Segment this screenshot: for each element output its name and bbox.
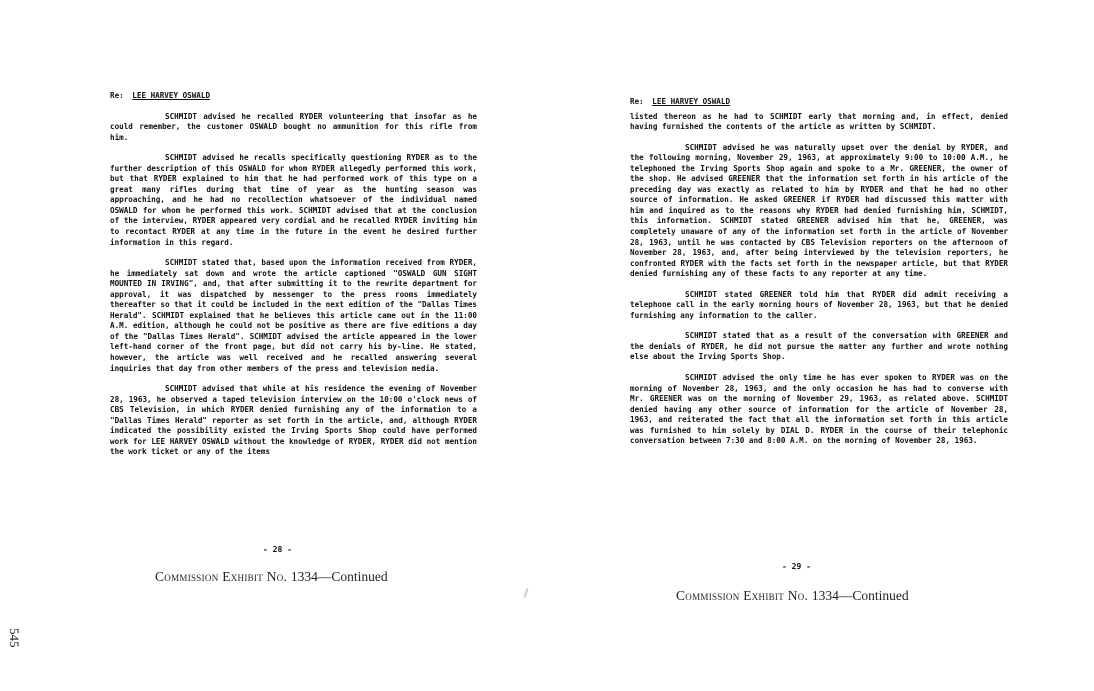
exhibit-prefix: Commission Exhibit No.	[676, 588, 812, 603]
paragraph: SCHMIDT advised the only time he has ever spoken to RYDER was on the morning of November 28, 1963, and the only occasion he has had to converse with Mr. GREENER was on the morning of November 29, 1963, as related above. SCHMIDT denied having any other source of information for the article of November 28, 1963, and reiterated the fact that all the information set forth in this article was furnished to him solely by DIAL D. RYDER in the course of their telephonic conversation between 7:30 and 8:00 A.M. on the morning of November 28, 1963.	[630, 373, 1008, 446]
page-number-left: - 28 -	[263, 545, 292, 554]
re-label: Re:	[630, 97, 644, 106]
left-page	[110, 91, 477, 468]
paragraph: SCHMIDT stated that, based upon the information received from RYDER, he immediately sat down and wrote the article captioned "OSWALD GUN SIGHT MOUNTED IN IRVING", and, that after submitting it to the rewrite department for approval, it was dispatched by messenger to the press rooms immediately thereafter so that it could be included in the next edition of the "Dallas Times Herald". SCHMIDT explained that he believes this article came out in the 11:00 A.M. edition, although he could not be positive as there are five editions a day of the "Dallas Times Herald". SCHMIDT advised the article appeared in the lower left-hand corner of the front page, but did not carry his by-line. He stated, however, the article was well received and he recalled answering several inquiries that day from other members of the press and television media.	[110, 258, 477, 373]
exhibit-prefix: Commission Exhibit No.	[155, 569, 291, 584]
exhibit-caption-right	[676, 588, 909, 604]
paragraph: SCHMIDT advised he recalls specifically questioning RYDER as to the further description of this OSWALD for whom RYDER allegedly performed this work, but that RYDER explained to him that he had performed work of this type on a great many rifles during that time of year as the hunting season was approaching, and he had no recollection whatsoever of the individual named OSWALD for whom he performed this work. SCHMIDT advised that at the conclusion of the interview, RYDER appeared very cordial and he recalled RYDER inviting him to recontact RYDER at any time in the future in the event he desired further information in this regard.	[110, 153, 477, 247]
scan-mark	[523, 588, 528, 598]
paragraph: SCHMIDT advised that while at his residence the evening of November 28, 1963, he observed a taped television interview on the 10:00 o'clock news of CBS Television, in which RYDER denied furnishing any of the information to a "Dallas Times Herald" reporter as set forth in the article, and, although RYDER indicated the possibility existed the Irving Sports Shop could have performed work for LEE HARVEY OSWALD without the knowledge of RYDER, RYDER did not mention the work ticket or any of the items	[110, 384, 477, 457]
paragraph: SCHMIDT advised he was naturally upset over the denial by RYDER, and the following morning, November 29, 1963, at approximately 9:00 to 10:00 A.M., he telephoned the Irving Sports Shop again and spoke to a Mr. GREENER, the owner of the shop. He advised GREENER that the information set forth in his article of the preceding day was exactly as related to him by RYDER and that he had no other source of information. He asked GREENER if RYDER had discussed this matter with him and inquired as to the reasons why RYDER had denied furnishing him, SCHMIDT, this information. SCHMIDT stated GREENER advised him that he, GREENER, was completely unaware of any of the information set forth in the article of November 28, 1963, until he was contacted by CBS Television reporters on the afternoon of November 28, 1963, and, after being interviewed by the television reporters, he confronted RYDER with the facts set forth in the newspaper article, but that RYDER denied furnishing any of these facts to any reporter at any time.	[630, 142, 1008, 279]
re-label: Re:	[110, 91, 124, 100]
volume-page-number: 545	[7, 628, 22, 648]
re-subject: LEE HARVEY OSWALD	[652, 97, 731, 106]
re-subject: LEE HARVEY OSWALD	[132, 91, 211, 100]
re-line	[110, 91, 477, 102]
exhibit-number: 1334—Continued	[811, 588, 909, 603]
page-number-right: - 29 -	[782, 562, 811, 571]
re-line	[630, 97, 1008, 108]
exhibit-number: 1334—Continued	[290, 569, 388, 584]
paragraph-continuation: listed thereon as he had to SCHMIDT early that morning and, in effect, denied having furnished the contents of the article as written by SCHMIDT.	[630, 111, 1008, 132]
paragraph: SCHMIDT stated that as a result of the conversation with GREENER and the denials of RYDER, he did not pursue the matter any further and wrote nothing else about the Irving Sports Shop.	[630, 331, 1008, 362]
exhibit-caption-left	[155, 569, 388, 585]
paragraph: SCHMIDT advised he recalled RYDER volunteering that insofar as he could remember, the customer OSWALD bought no ammunition for this rifle from him.	[110, 111, 477, 142]
right-page	[630, 97, 1008, 457]
paragraph: SCHMIDT stated GREENER told him that RYDER did admit receiving a telephone call in the early morning hours of November 28, 1963, but that he denied furnishing any information to the caller.	[630, 289, 1008, 320]
